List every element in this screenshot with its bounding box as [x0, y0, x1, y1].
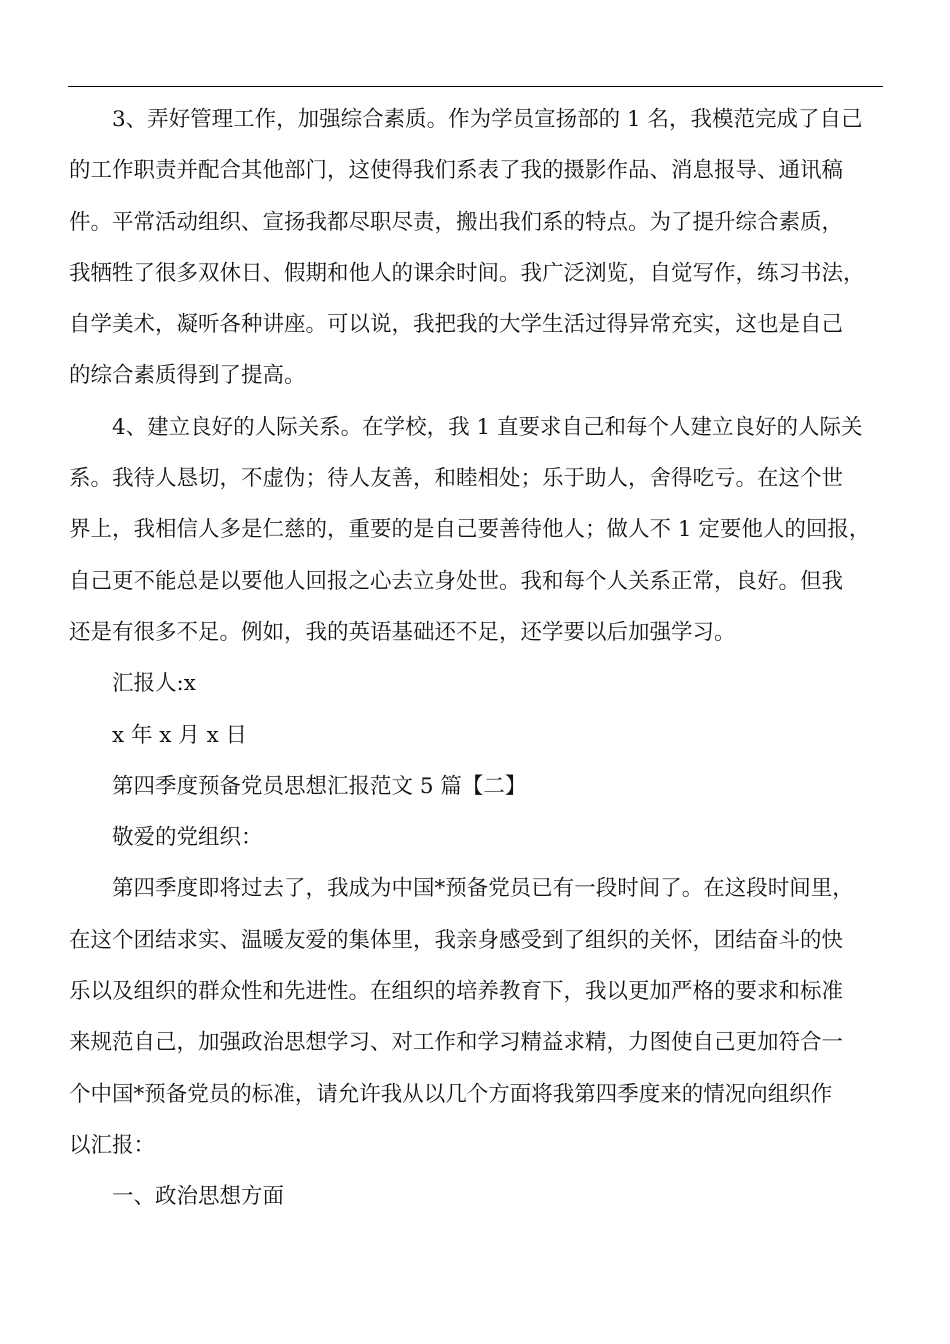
header-rule [68, 86, 883, 87]
text-line: 敬爱的党组织： [112, 825, 263, 851]
text-line: 汇报人:x [112, 671, 196, 697]
text-line: 在这个团结求实、温暖友爱的集体里，我亲身感受到了组织的关怀，团结奋斗的快 [69, 927, 844, 953]
text-line: 乐以及组织的群众性和先进性。在组织的培养教育下，我以更加严格的要求和标准 [69, 979, 844, 1005]
text-line: 还是有很多不足。例如，我的英语基础还不足，还学要以后加强学习。 [69, 619, 736, 645]
text-line: 件。平常活动组织、宣扬我都尽职尽责，搬出我们系的特点。为了提升综合素质， [69, 209, 844, 235]
text-line: 来规范自己，加强政治思想学习、对工作和学习精益求精，力图使自己更加符合一 [69, 1030, 844, 1056]
text-line: 个中国*预备党员的标准，请允许我从以几个方面将我第四季度来的情况向组织作 [69, 1081, 833, 1107]
text-line: 一、政治思想方面 [112, 1184, 285, 1210]
text-line: 第四季度预备党员思想汇报范文 5 篇【二】 [112, 773, 527, 799]
text-line: x 年 x 月 x 日 [112, 722, 248, 748]
text-line: 3、弄好管理工作，加强综合素质。作为学员宣扬部的 1 名，我模范完成了自己 [112, 107, 863, 132]
text-line: 第四季度即将过去了，我成为中国*预备党员已有一段时间了。在这段时间里， [112, 876, 854, 902]
text-line: 系。我待人恳切，不虚伪；待人友善，和睦相处；乐于助人，舍得吃亏。在这个世 [69, 466, 844, 492]
text-line: 自己更不能总是以要他人回报之心去立身处世。我和每个人关系正常，良好。但我 [69, 568, 844, 594]
document-body [69, 94, 899, 1223]
text-line: 我牺牲了很多双休日、假期和他人的课余时间。我广泛浏览，自觉写作，练习书法， [69, 260, 865, 286]
text-line: 以汇报： [69, 1132, 156, 1158]
text-line: 自学美术，凝听各种讲座。可以说，我把我的大学生活过得异常充实，这也是自己 [69, 312, 844, 338]
text-line: 的工作职责并配合其他部门，这使得我们系表了我的摄影作品、消息报导、通讯稿 [69, 158, 844, 184]
text-line: 的综合素质得到了提高。 [69, 363, 306, 389]
text-line: 界上，我相信人多是仁慈的，重要的是自己要善待他人；做人不 1 定要他人的回报， [69, 517, 871, 543]
text-line: 4、建立良好的人际关系。在学校，我 1 直要求自己和每个人建立良好的人际关 [112, 414, 863, 440]
